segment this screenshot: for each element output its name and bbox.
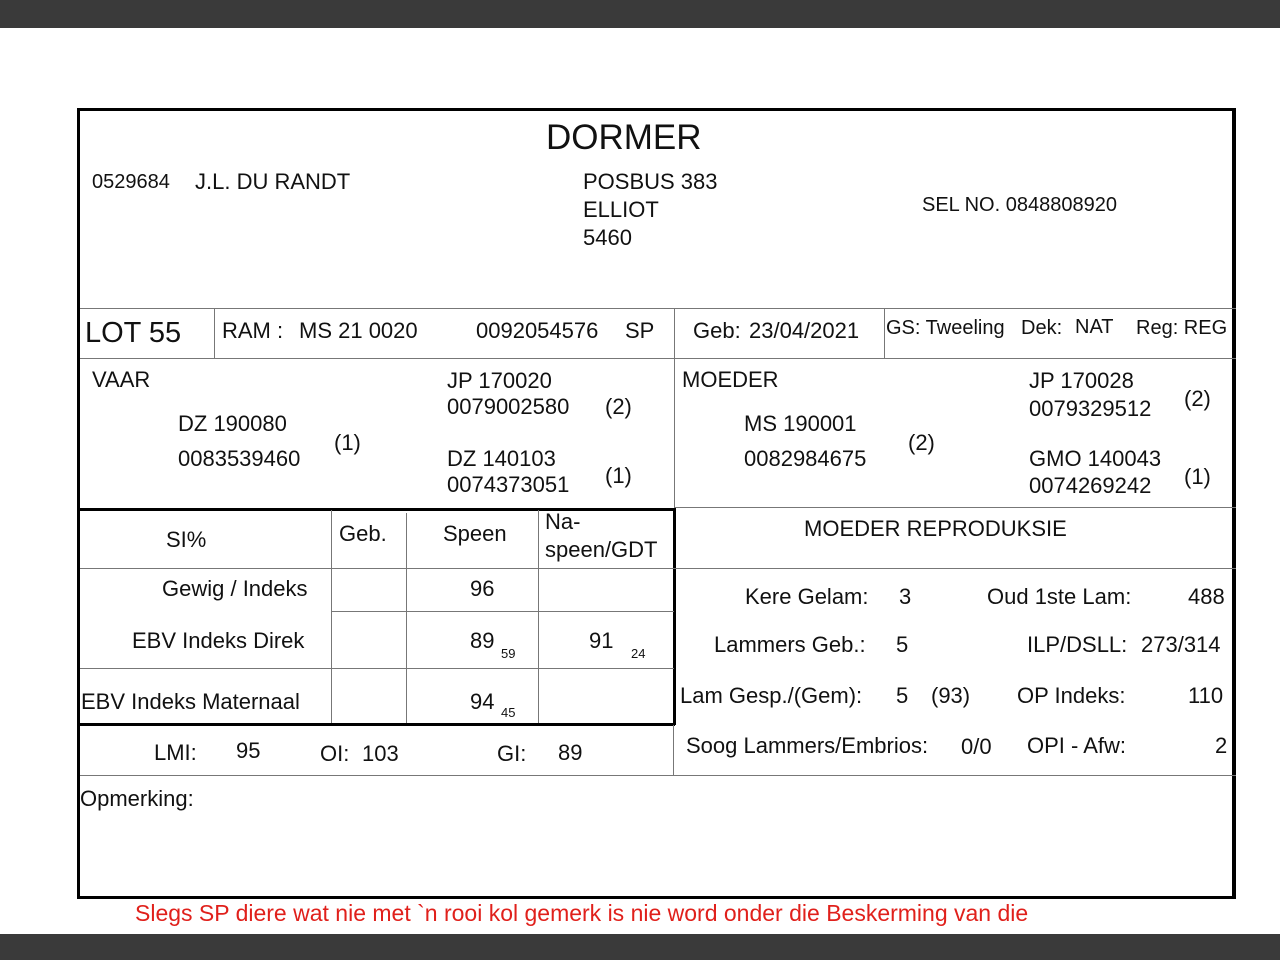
address-line-3: 5460 [583, 225, 632, 250]
lmi-label: LMI: [154, 740, 197, 765]
reproduction-title: MOEDER REPRODUKSIE [804, 516, 1067, 541]
sire-sire-count: (2) [605, 394, 632, 419]
ram-label: RAM : [222, 318, 284, 343]
divider [80, 308, 1236, 309]
disclaimer-text: Slegs SP diere wat nie met `n rooi kol gemerk is nie word onder die Beskerming van die [135, 900, 1029, 926]
dam-sire-number: 0079329512 [1029, 396, 1152, 421]
divider [80, 775, 1236, 776]
dam-count: (2) [908, 430, 935, 455]
address-line-2: ELLIOT [583, 197, 659, 222]
table-border [80, 508, 675, 511]
oi-value: 103 [362, 741, 399, 766]
birth-label: Geb: [693, 318, 741, 343]
dam-sire-id: JP 170028 [1029, 368, 1134, 393]
gi-value: 89 [558, 740, 583, 765]
sire-id: DZ 190080 [178, 411, 287, 436]
dam-heading: MOEDER [682, 367, 779, 392]
naspeen-header-line2: speen/GDT [545, 537, 658, 562]
mating-label: Dek: [1021, 317, 1063, 339]
gesp-average: (93) [931, 683, 971, 708]
divider [674, 507, 1236, 508]
dam-dam-number: 0074269242 [1029, 473, 1152, 498]
si-header: SI% [166, 527, 207, 552]
divider [673, 725, 674, 775]
divider [674, 568, 1236, 569]
op-label: OP Indeks: [1017, 683, 1126, 708]
certificate-frame [77, 108, 1236, 899]
direk-naspeen-accuracy: 24 [631, 646, 646, 661]
divider [674, 358, 675, 508]
divider [884, 308, 885, 358]
divider [214, 308, 215, 358]
row-label-maternaal: EBV Indeks Maternaal [81, 689, 300, 714]
ram-reg-number: 0092054576 [476, 318, 599, 343]
gewig-speen: 96 [470, 576, 495, 601]
sire-number: 0083539460 [178, 446, 301, 471]
dam-dam-id: GMO 140043 [1029, 446, 1162, 471]
registration: Reg: REG [1136, 317, 1228, 339]
direk-speen-accuracy: 59 [501, 646, 516, 661]
naspeen-header-line1: Na- [545, 509, 581, 534]
maternaal-speen: 94 [470, 689, 495, 714]
birth-date: 23/04/2021 [749, 318, 860, 343]
sp-status: SP [625, 318, 655, 343]
kere-label: Kere Gelam: [745, 584, 869, 609]
dam-sire-count: (2) [1184, 386, 1211, 411]
sire-dam-count: (1) [605, 463, 632, 488]
lammers-value: 5 [896, 632, 909, 657]
table-border [80, 723, 675, 726]
divider [406, 513, 407, 723]
soog-value: 0/0 [961, 734, 992, 759]
sire-dam-id: DZ 140103 [447, 446, 556, 471]
birth-status: GS: Tweeling [886, 317, 1005, 339]
divider [80, 668, 674, 669]
table-border [673, 508, 676, 725]
row-label-gewig: Gewig / Indeks [162, 576, 308, 601]
direk-naspeen: 91 [589, 628, 614, 653]
ilp-label: ILP/DSLL: [1027, 632, 1128, 657]
oi-label: OI: [320, 741, 350, 766]
opi-value: 2 [1215, 733, 1228, 758]
sire-count: (1) [334, 430, 361, 455]
gi-label: GI: [497, 741, 527, 766]
dam-dam-count: (1) [1184, 464, 1211, 489]
remark-label: Opmerking: [80, 786, 194, 811]
kere-value: 3 [899, 584, 912, 609]
ilp-value: 273/314 [1141, 632, 1221, 657]
address-line-1: POSBUS 383 [583, 169, 718, 194]
lammers-label: Lammers Geb.: [714, 632, 866, 657]
cell-number: SEL NO. 0848808920 [922, 194, 1117, 216]
sire-heading: VAAR [92, 367, 151, 392]
lmi-value: 95 [236, 738, 261, 763]
row-label-direk: EBV Indeks Direk [132, 628, 305, 653]
soog-label: Soog Lammers/Embrios: [686, 733, 929, 758]
bottom-bar [0, 934, 1280, 960]
divider [331, 510, 332, 723]
divider [332, 611, 674, 612]
lot-number: LOT 55 [85, 317, 182, 349]
maternaal-speen-accuracy: 45 [501, 705, 516, 720]
breed-title: DORMER [546, 118, 702, 157]
sire-sire-id: JP 170020 [447, 368, 552, 393]
top-bar [0, 0, 1280, 28]
divider [538, 510, 539, 723]
owner-code: 0529684 [92, 171, 170, 193]
dam-id: MS 190001 [744, 411, 857, 436]
divider [80, 568, 674, 569]
op-value: 110 [1188, 683, 1224, 708]
gesp-value: 5 [896, 683, 909, 708]
sire-dam-number: 0074373051 [447, 472, 570, 497]
sire-sire-number: 0079002580 [447, 394, 570, 419]
oud-label: Oud 1ste Lam: [987, 584, 1132, 609]
dam-number: 0082984675 [744, 446, 867, 471]
ram-id: MS 21 0020 [299, 318, 418, 343]
divider [80, 358, 1236, 359]
oud-value: 488 [1188, 584, 1225, 609]
geb-header: Geb. [339, 521, 387, 546]
gesp-label: Lam Gesp./(Gem): [680, 683, 863, 708]
mating-type: NAT [1075, 316, 1114, 338]
opi-label: OPI - Afw: [1027, 733, 1127, 758]
owner-name: J.L. DU RANDT [195, 169, 351, 194]
divider [674, 308, 675, 358]
speen-header: Speen [443, 521, 507, 546]
direk-speen: 89 [470, 628, 495, 653]
